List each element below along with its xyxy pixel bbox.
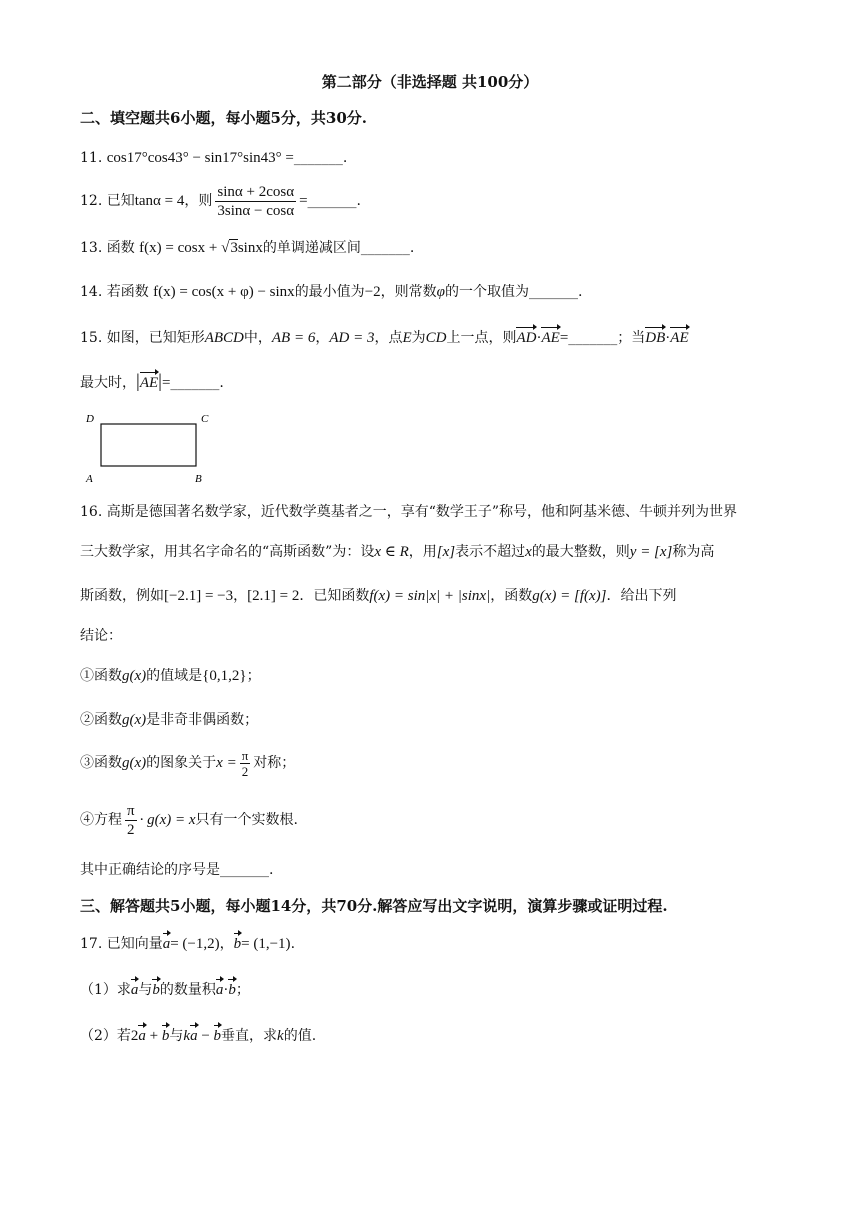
segment-ab: AB = 6 bbox=[271, 330, 316, 346]
equals-sign: = bbox=[161, 375, 171, 391]
question-text: ．给出下列 bbox=[606, 588, 677, 604]
question-number: 11. bbox=[80, 150, 103, 166]
rectangle-abcd bbox=[101, 424, 196, 466]
math-expression: x bbox=[525, 544, 532, 560]
dot-operator: · bbox=[536, 330, 542, 346]
conclusion-2 bbox=[80, 710, 258, 730]
period: . bbox=[219, 375, 224, 391]
answer-blank: _______ bbox=[170, 375, 220, 391]
question-text: ； bbox=[235, 982, 250, 998]
fraction bbox=[125, 802, 137, 839]
equals-sign: = bbox=[559, 330, 569, 346]
denominator: 2 bbox=[241, 763, 249, 779]
period: . bbox=[269, 862, 274, 878]
answer-blank: _______ bbox=[568, 330, 618, 346]
question-number: 12. bbox=[80, 193, 103, 209]
rectangle-figure bbox=[84, 410, 224, 486]
vector-b: b bbox=[213, 1028, 222, 1044]
question-text: 最大时， bbox=[80, 375, 136, 391]
abs-bar: | bbox=[136, 371, 140, 392]
sqrt-radicand: 3 bbox=[230, 240, 238, 256]
vector-ad: AD bbox=[516, 330, 537, 346]
question-text: ．已知函数 bbox=[299, 588, 370, 604]
question-16-ask bbox=[80, 860, 273, 880]
question-text: 若函数 bbox=[106, 284, 149, 300]
period: . bbox=[577, 284, 583, 300]
conclusion-3 bbox=[80, 744, 295, 782]
question-16-line-2 bbox=[80, 542, 714, 562]
question-15-line-2 bbox=[80, 372, 224, 393]
math-expression: x = bbox=[216, 755, 237, 771]
conclusion-1 bbox=[80, 666, 261, 686]
question-text: 斯函数，例如 bbox=[80, 588, 164, 604]
question-text: 为 bbox=[411, 330, 426, 346]
question-17-part-1 bbox=[80, 980, 250, 1000]
question-12 bbox=[80, 182, 361, 220]
question-text: 表示不超过 bbox=[455, 544, 526, 560]
question-text: ④方程 bbox=[80, 812, 122, 828]
math-expression: 2 bbox=[130, 1028, 139, 1044]
part-title: 第二部分（非选择题 共100分） bbox=[321, 73, 539, 91]
period: . bbox=[342, 150, 348, 166]
question-text: 17. 已知向量 bbox=[80, 936, 163, 952]
math-expression: = (−1,2) bbox=[170, 936, 220, 952]
question-text: ， bbox=[315, 330, 330, 346]
fraction bbox=[215, 183, 296, 220]
math-expression: [2.1] = 2 bbox=[247, 588, 300, 604]
question-text: 的一个取值为 bbox=[444, 284, 529, 300]
math-expression: g(x) = [f(x)] bbox=[532, 588, 607, 604]
math-expression: cos17°cos43° − sin17°sin43° = bbox=[106, 150, 294, 166]
question-text: 三大数学家，用其名字命名的“高斯函数”为：设 bbox=[80, 544, 375, 560]
answer-blank: _______ bbox=[528, 284, 578, 300]
math-expression: y = [x] bbox=[629, 544, 673, 560]
vector-db: DB bbox=[645, 330, 666, 346]
segment-cd: CD bbox=[425, 330, 447, 346]
question-text: 称为高 bbox=[672, 544, 715, 560]
question-text: ，则 bbox=[184, 193, 213, 209]
question-text: ②函数 bbox=[80, 712, 122, 728]
denominator: 3sinα − cosα bbox=[217, 202, 295, 219]
math-expression: f(x) = sin|x| + |sinx| bbox=[369, 588, 491, 604]
question-17 bbox=[80, 934, 295, 954]
segment-ad: AD = 3 bbox=[329, 330, 375, 346]
question-text: 的最大整数，则 bbox=[531, 544, 630, 560]
question-text: 已知 bbox=[106, 193, 135, 209]
question-16-line-4: 结论： bbox=[80, 628, 122, 644]
vector-b: b bbox=[228, 982, 236, 998]
label-a: A bbox=[86, 473, 93, 485]
question-text: 的数量积 bbox=[159, 982, 216, 998]
answer-blank: _______ bbox=[220, 862, 269, 878]
denominator: 2 bbox=[127, 821, 135, 838]
question-text: 垂直，求 bbox=[221, 1028, 278, 1044]
question-13 bbox=[80, 238, 414, 258]
question-text: （1）求 bbox=[80, 982, 131, 998]
question-15 bbox=[80, 328, 689, 348]
fraction bbox=[240, 748, 251, 779]
question-text: 其中正确结论的序号是 bbox=[80, 862, 220, 878]
question-text: 对称； bbox=[253, 755, 296, 771]
vector-a: a bbox=[162, 936, 171, 952]
question-number: 14. bbox=[80, 284, 103, 300]
period: . bbox=[290, 936, 296, 952]
question-text: ， bbox=[233, 588, 248, 604]
label-b: B bbox=[195, 473, 202, 485]
numerator: π bbox=[241, 747, 249, 763]
vector-a: a bbox=[190, 1028, 198, 1044]
question-text: 与 bbox=[169, 1028, 184, 1044]
question-text: 的最小值为 bbox=[294, 284, 365, 300]
math-expression: − bbox=[197, 1028, 214, 1044]
math-expression: [x] bbox=[436, 544, 456, 560]
question-text: 的值. bbox=[283, 1028, 317, 1044]
point-e: E bbox=[402, 330, 412, 346]
vector-a: a bbox=[130, 982, 139, 998]
vector-a: a bbox=[215, 982, 224, 998]
math-expression: g(x) bbox=[122, 668, 147, 684]
rect-name: ABCD bbox=[204, 330, 244, 346]
vector-b: b bbox=[152, 982, 160, 998]
label-c: C bbox=[201, 413, 209, 425]
math-expression: k bbox=[277, 1028, 284, 1044]
vector-ae: AE bbox=[139, 375, 159, 391]
question-text: 的单调递减区间 bbox=[262, 240, 361, 256]
vector-b: b bbox=[233, 936, 242, 952]
abs-bar: | bbox=[158, 371, 162, 392]
vector-ae: AE bbox=[670, 330, 689, 346]
vector-b: b bbox=[161, 1028, 170, 1044]
condition: tanα = 4 bbox=[134, 193, 185, 209]
numerator: sinα + 2cosα bbox=[217, 183, 295, 200]
math-expression: g(x) bbox=[122, 755, 147, 771]
math-expression: {0,1,2} bbox=[202, 668, 247, 684]
answer-blank: _______ bbox=[307, 193, 357, 209]
math-expression: + bbox=[145, 1028, 162, 1044]
question-text: 中， bbox=[243, 330, 272, 346]
numerator: π bbox=[127, 802, 135, 819]
math-expression: f(x) = cosx + bbox=[139, 240, 222, 256]
question-text: ①函数 bbox=[80, 668, 122, 684]
period: . bbox=[356, 193, 361, 209]
question-text: 的图象关于 bbox=[146, 755, 217, 771]
question-text: 只有一个实数根. bbox=[195, 812, 298, 828]
question-17-part-2 bbox=[80, 1026, 316, 1046]
dot-operator: · bbox=[223, 982, 229, 998]
math-expression: [−2.1] = −3 bbox=[164, 588, 234, 604]
question-number: 15. bbox=[80, 330, 103, 346]
math-expression: g(x) bbox=[122, 712, 147, 728]
question-number: 13. bbox=[80, 240, 103, 256]
question-text: ，则常数 bbox=[380, 284, 437, 300]
question-text: 上一点，则 bbox=[446, 330, 517, 346]
question-16-line-3 bbox=[80, 586, 676, 606]
question-text: 如图，已知矩形 bbox=[106, 330, 205, 346]
math-expression: sinx bbox=[237, 240, 263, 256]
vector-a: a bbox=[138, 1028, 146, 1044]
question-text: 函数 bbox=[106, 240, 135, 256]
question-text: ，用 bbox=[408, 544, 437, 560]
question-text: ；当 bbox=[617, 330, 646, 346]
sqrt-sign: √ bbox=[221, 240, 230, 256]
vector-ae: AE bbox=[541, 330, 560, 346]
answer-blank: _______ bbox=[293, 150, 343, 166]
dot-operator: · bbox=[665, 330, 671, 346]
question-text: 是非奇非偶函数； bbox=[146, 712, 259, 728]
answer-blank: _______ bbox=[360, 240, 410, 256]
question-text: （2）若 bbox=[80, 1028, 131, 1044]
section3-heading: 三、解答题共5小题，每小题14分，共70分.解答应写出文字说明，演算步骤或证明过程. bbox=[80, 897, 668, 915]
period: . bbox=[409, 240, 415, 256]
math-expression: · g(x) = x bbox=[139, 812, 196, 828]
label-d: D bbox=[86, 413, 94, 425]
section2-heading: 二、填空题共6小题，每小题5分，共30分. bbox=[80, 109, 367, 127]
math-expression: k bbox=[183, 1028, 191, 1044]
equals-sign: = bbox=[299, 193, 308, 209]
question-text: ， bbox=[219, 936, 234, 952]
math-expression: f(x) = cos(x + φ) − sinx bbox=[153, 284, 295, 300]
math-expression: x ∈ R bbox=[374, 544, 409, 560]
question-text: ③函数 bbox=[80, 755, 122, 771]
question-11 bbox=[80, 148, 347, 168]
question-16-line-1: 16. 高斯是德国著名数学家，近代数学奠基者之一，享有“数学王子”称号，他和阿基米德、牛顿并列为世界 bbox=[80, 504, 738, 520]
conclusion-4 bbox=[80, 800, 298, 840]
math-expression: = (1,−1) bbox=[241, 936, 291, 952]
question-text: 的值域是 bbox=[146, 668, 203, 684]
min-value: −2 bbox=[364, 284, 381, 300]
question-text: ，函数 bbox=[490, 588, 533, 604]
question-text: ； bbox=[246, 668, 261, 684]
question-text: 与 bbox=[138, 982, 153, 998]
question-text: ，点 bbox=[374, 330, 403, 346]
question-14 bbox=[80, 282, 582, 302]
phi-symbol: φ bbox=[436, 284, 445, 300]
